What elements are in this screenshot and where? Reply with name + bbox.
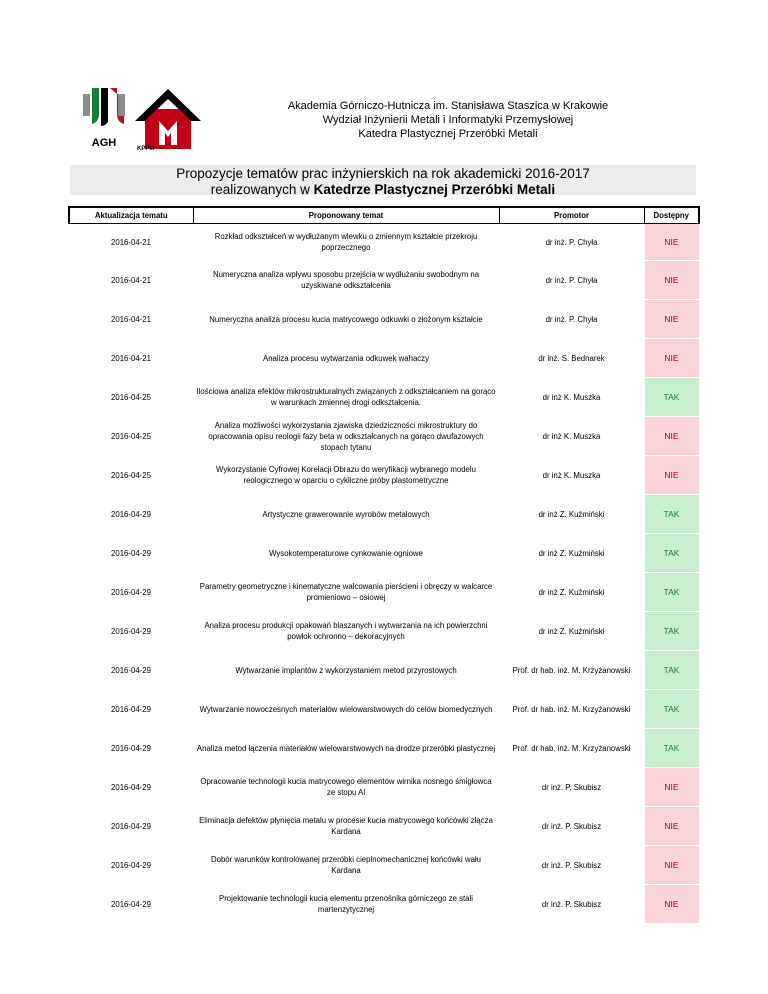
cell-topic: Projektowanie technologii kucia elementu przenośnika górniczego ze stali martenzytycznej bbox=[193, 885, 499, 924]
cell-date: 2016-04-29 bbox=[69, 729, 193, 768]
cell-promotor: dr inż K. Muszka bbox=[499, 378, 644, 417]
cell-date: 2016-04-21 bbox=[69, 224, 193, 261]
cell-promotor: dr inż. P. Skubisz bbox=[499, 846, 644, 885]
cell-date: 2016-04-29 bbox=[69, 612, 193, 651]
title-line-2 bbox=[70, 182, 696, 198]
cell-topic: Dobór warunków kontrolowanej przeróbki cieplnomechanicznej końcówki wału Kardana bbox=[193, 846, 499, 885]
cell-topic: Wytwarzanie implantów z wykorzystaniem metod przyrostowych bbox=[193, 651, 499, 690]
cell-date: 2016-04-29 bbox=[69, 885, 193, 924]
university-name: Akademia Górniczo-Hutnicza im. Stanisława Staszica w Krakowie bbox=[287, 100, 609, 112]
cell-available: TAK bbox=[644, 534, 699, 573]
cell-date: 2016-04-29 bbox=[69, 846, 193, 885]
table-row bbox=[69, 378, 699, 417]
header-topic: Proponowany temat bbox=[193, 207, 499, 224]
table-row bbox=[69, 885, 699, 924]
cell-date: 2016-04-21 bbox=[69, 261, 193, 300]
table-row bbox=[69, 690, 699, 729]
cell-topic: Artystyczne grawerowanie wyrobów metalowych bbox=[193, 495, 499, 534]
title-line-1: Propozycje tematów prac inżynierskich na rok akademicki 2016-2017 bbox=[176, 166, 590, 181]
cell-available: NIE bbox=[644, 807, 699, 846]
cell-promotor: dr inż. P. Skubisz bbox=[499, 885, 644, 924]
cell-topic: Analiza procesu wytwarzania odkuwek wahaczy bbox=[193, 339, 499, 378]
table-row bbox=[69, 612, 699, 651]
cell-available: TAK bbox=[644, 651, 699, 690]
title-line-2-prefix: realizowanych w bbox=[210, 182, 314, 197]
table-row bbox=[69, 456, 699, 495]
cell-date: 2016-04-29 bbox=[69, 651, 193, 690]
cell-promotor: dr inż Z. Kuźmiński bbox=[499, 573, 644, 612]
table-row bbox=[69, 261, 699, 300]
kppm-logo bbox=[133, 87, 203, 153]
cell-promotor: dr inż Z. Kuźmiński bbox=[499, 495, 644, 534]
cell-available: NIE bbox=[644, 768, 699, 807]
table-row bbox=[69, 417, 699, 456]
cell-available: NIE bbox=[644, 456, 699, 495]
table-row bbox=[69, 534, 699, 573]
cell-promotor: dr inż K. Muszka bbox=[499, 456, 644, 495]
cell-promotor: dr inż K. Muszka bbox=[499, 417, 644, 456]
table-row bbox=[69, 495, 699, 534]
table-row bbox=[69, 300, 699, 339]
faculty-name: Wydział Inżynierii Metali i Informatyki Przemysłowej bbox=[322, 114, 574, 126]
cell-date: 2016-04-21 bbox=[69, 339, 193, 378]
cell-available: TAK bbox=[644, 729, 699, 768]
agh-logo-text: AGH bbox=[91, 137, 117, 149]
cell-topic: Wytwarzanie nowoczesnych materiałów wielowarstwowych do celów biomedycznych bbox=[193, 690, 499, 729]
cell-available: NIE bbox=[644, 224, 699, 261]
cell-date: 2016-04-29 bbox=[69, 573, 193, 612]
cell-date: 2016-04-29 bbox=[69, 534, 193, 573]
cell-promotor: Prof. dr hab. inż. M. Krzyżanowski bbox=[499, 690, 644, 729]
table-row bbox=[69, 768, 699, 807]
cell-topic: Rozkład odkształceń w wydłużanym wlewku o zmiennym kształcie przekroju poprzecznego bbox=[193, 224, 499, 261]
cell-topic: Parametry geometryczne i kinematyczne walcowania pierścieni i obręczy w walcarce promieniowo – osiowej bbox=[193, 573, 499, 612]
cell-promotor: dr inż Z. Kuźmiński bbox=[499, 612, 644, 651]
cell-promotor: Prof. dr hab. inż. M. Krzyżanowski bbox=[499, 729, 644, 768]
kppm-logo-text: KPPM bbox=[137, 146, 155, 152]
cell-available: NIE bbox=[644, 300, 699, 339]
cell-available: TAK bbox=[644, 378, 699, 417]
cell-topic: Wykorzystanie Cyfrowej Korelacji Obrazu do weryfikacji wybranego modelu reologicznego w oparciu o cykliczne próby plastometryczne bbox=[193, 456, 499, 495]
table-row bbox=[69, 224, 699, 261]
cell-topic: Wysokotemperaturowe cynkowanie ogniowe bbox=[193, 534, 499, 573]
cell-available: NIE bbox=[644, 417, 699, 456]
cell-date: 2016-04-25 bbox=[69, 456, 193, 495]
cell-available: TAK bbox=[644, 495, 699, 534]
cell-promotor: dr inż. P. Chyła bbox=[499, 224, 644, 261]
department-name: Katedra Plastycznej Przeróbki Metali bbox=[358, 128, 538, 140]
page-title bbox=[70, 165, 696, 195]
cell-topic: Opracowanie technologii kucia matrycowego elementów wirnika nosnego śmigłowca ze stopu Al bbox=[193, 768, 499, 807]
table-row bbox=[69, 807, 699, 846]
cell-date: 2016-04-29 bbox=[69, 807, 193, 846]
institution-header bbox=[238, 99, 658, 141]
cell-available: NIE bbox=[644, 261, 699, 300]
cell-promotor: dr inż. P. Skubisz bbox=[499, 807, 644, 846]
title-line-2-emphasis: Katedrze Plastycznej Przeróbki Metali bbox=[313, 182, 556, 197]
table-row bbox=[69, 846, 699, 885]
cell-available: TAK bbox=[644, 690, 699, 729]
cell-topic: Numeryczna analiza procesu kucia matrycowego odkuwki o złożonym kształcie bbox=[193, 300, 499, 339]
cell-date: 2016-04-29 bbox=[69, 495, 193, 534]
cell-available: NIE bbox=[644, 846, 699, 885]
cell-promotor: Prof. dr hab. inż. M. Krzyżanowski bbox=[499, 651, 644, 690]
cell-available: NIE bbox=[644, 885, 699, 924]
cell-available: TAK bbox=[644, 612, 699, 651]
header-date: Aktualizacja tematu bbox=[69, 207, 193, 224]
cell-topic: Analiza procesu produkcji opakowań blaszanych i wytwarzania na ich powierzchni powłok ochronno – dekoracyjnych bbox=[193, 612, 499, 651]
cell-date: 2016-04-29 bbox=[69, 768, 193, 807]
cell-available: TAK bbox=[644, 573, 699, 612]
cell-available: NIE bbox=[644, 339, 699, 378]
cell-promotor: dr inż. P. Chyła bbox=[499, 261, 644, 300]
table-header-row bbox=[69, 207, 699, 224]
cell-date: 2016-04-25 bbox=[69, 378, 193, 417]
cell-promotor: dr inż Z. Kuźmiński bbox=[499, 534, 644, 573]
cell-topic: Ilościowa analiza efektów mikrostrukturalnych związanych z odkształcaniem na gorąco w warunkach zmiennej drogi odkształcenia. bbox=[193, 378, 499, 417]
table-row bbox=[69, 729, 699, 768]
cell-date: 2016-04-21 bbox=[69, 300, 193, 339]
table-row bbox=[69, 573, 699, 612]
cell-date: 2016-04-25 bbox=[69, 417, 193, 456]
cell-date: 2016-04-29 bbox=[69, 690, 193, 729]
cell-topic: Analiza możliwości wykorzystania zjawiska dziedziczności mikrostruktury do opracowania opisu reologii fazy beta w odkształcanych na gorąco dwufazowych stopach tytanu bbox=[193, 417, 499, 456]
table-row bbox=[69, 339, 699, 378]
cell-promotor: dr inż. P. Skubisz bbox=[499, 768, 644, 807]
cell-promotor: dr inż. S. Bednarek bbox=[499, 339, 644, 378]
cell-topic: Eliminacja defektów płynięcia metalu w procesie kucia matrycowego końcówki złącza Kardana bbox=[193, 807, 499, 846]
topics-table bbox=[68, 206, 700, 924]
cell-topic: Analiza metod łączenia materiałów wielowarstwowych na drodze przeróbki plastycznej bbox=[193, 729, 499, 768]
header-promotor: Promotor bbox=[499, 207, 644, 224]
header-available: Dostępny bbox=[644, 207, 699, 224]
cell-promotor: dr inż. P. Chyła bbox=[499, 300, 644, 339]
cell-topic: Numeryczna analiza wpływu sposobu przejścia w wydłużaniu swobodnym na uzyskiwane odkształcenia bbox=[193, 261, 499, 300]
agh-logo bbox=[80, 86, 128, 150]
table-row bbox=[69, 651, 699, 690]
